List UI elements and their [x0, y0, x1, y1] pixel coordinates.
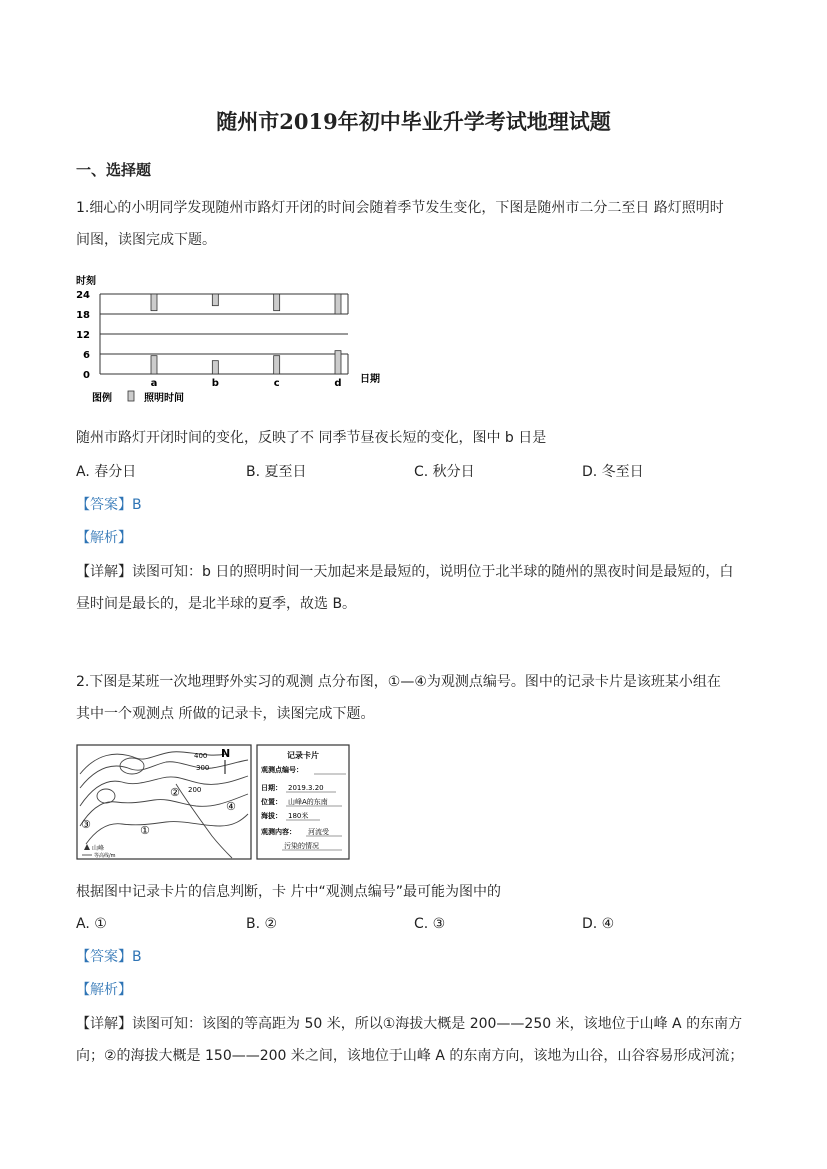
card-altitude-value: 180米 — [288, 812, 309, 820]
card-date-label: 日期： — [261, 784, 282, 792]
q1-option-d[interactable]: D. 冬至日 — [582, 464, 644, 480]
y-tick-12: 12 — [76, 330, 90, 341]
card-position-label: 位置： — [261, 798, 282, 806]
q2-option-a[interactable]: A. ① — [76, 916, 107, 932]
lighting-chart — [76, 270, 396, 414]
bar-evening-a — [151, 294, 157, 311]
q2-detail-line1: 【详解】读图可知：该图的等高距为 50 米，所以①海拔大概是 200——250 米，该地位于山峰 A 的东南方 — [76, 1016, 743, 1032]
legend-contour: 等高线/m — [94, 853, 116, 859]
q1-detail-line1: 【详解】读图可知：b 日的照明时间一天加起来是最短的，说明位于北半球的随州的黑夜时间是最短的，白 — [76, 564, 734, 580]
q2-option-b[interactable]: B. ② — [246, 916, 278, 932]
x-axis-label: 日期 — [360, 374, 380, 385]
q1-analysis: 【解析】 — [76, 530, 132, 546]
card-content-value2: 污染的情况 — [284, 842, 319, 850]
legend-peak: 山峰 — [92, 845, 105, 852]
y-tick-18: 18 — [76, 310, 90, 321]
x-tick-a: a — [150, 378, 158, 389]
q1-stem-line2: 间图，读图完成下题。 — [76, 232, 216, 248]
q1-stem-line1: 1.细心的小明同学发现随州市路灯开闭的时间会随着季节发生变化，下图是随州市二分二至日 路灯照明时 — [76, 200, 724, 216]
x-tick-b: b — [211, 378, 219, 389]
y-tick-0: 0 — [83, 370, 90, 381]
x-tick-d: d — [334, 378, 342, 389]
card-content-label: 观测内容： — [261, 828, 296, 836]
q2-detail-line2: 向；②的海拔大概是 150——200 米之间，该地位于山峰 A 的东南方向，该地为山谷，山谷容易形成河流； — [76, 1048, 744, 1064]
contour-label-300: 300 — [196, 764, 210, 772]
card-content-value1: 河流受 — [308, 828, 329, 836]
bar-evening-c — [274, 294, 280, 311]
point-2: ② — [170, 786, 180, 799]
bar-morning-b — [212, 361, 218, 374]
q2-option-c[interactable]: C. ③ — [414, 916, 446, 932]
q2-answer: 【答案】B — [76, 949, 142, 965]
y-tick-24: 24 — [76, 290, 90, 301]
card-date-value: 2019.3.20 — [288, 784, 324, 792]
q2-sub-question: 根据图中记录卡片的信息判断，卡 片中“观测点编号”最可能为图中的 — [76, 884, 501, 900]
card-title: 记录卡片 — [287, 751, 319, 760]
q1-detail-line2: 昼时间是最长的，是北半球的夏季，故选 B。 — [76, 596, 357, 612]
legend-title: 图例 — [92, 393, 112, 404]
q1-option-a[interactable]: A. 春分日 — [76, 464, 137, 480]
legend-item: 照明时间 — [144, 393, 184, 404]
bar-evening-d — [335, 294, 341, 314]
y-tick-6: 6 — [83, 350, 90, 361]
q1-option-b[interactable]: B. 夏至日 — [246, 464, 307, 480]
bar-morning-c — [274, 356, 280, 374]
x-tick-c: c — [273, 378, 280, 389]
q2-stem-line2: 其中一个观测点 所做的记录卡，读图完成下题。 — [76, 706, 375, 722]
card-position-value: 山峰A的东南 — [288, 798, 328, 806]
y-axis-label: 时刻 — [76, 276, 96, 287]
bar-morning-d — [335, 351, 341, 374]
page-title: 随州市2019年初中毕业升学考试地理试题 — [216, 109, 611, 134]
legend-swatch — [128, 391, 134, 401]
record-card — [256, 744, 350, 864]
contour-label-200: 200 — [188, 786, 202, 794]
q1-option-c[interactable]: C. 秋分日 — [414, 464, 475, 480]
north-arrow-label: N — [221, 747, 231, 760]
q2-option-d[interactable]: D. ④ — [582, 916, 615, 932]
section-heading: 一、选择题 — [76, 161, 152, 179]
card-altitude-label: 海拔： — [261, 812, 282, 820]
bar-evening-b — [212, 294, 218, 306]
q2-analysis: 【解析】 — [76, 982, 132, 998]
card-number-label: 观测点编号： — [261, 766, 303, 774]
bar-morning-a — [151, 356, 157, 374]
q1-sub-question: 随州市路灯开闭时间的变化，反映了不 同季节昼夜长短的变化，图中 b 日是 — [76, 430, 547, 446]
point-1: ① — [140, 824, 150, 837]
q1-answer: 【答案】B — [76, 497, 142, 513]
point-3: ③ — [81, 818, 91, 831]
contour-label-400: 400 — [194, 752, 208, 760]
q2-stem-line1: 2.下图是某班一次地理野外实习的观测 点分布图，①—④为观测点编号。图中的记录卡片是该班某小组在 — [76, 674, 721, 690]
contour-map — [76, 744, 252, 864]
point-4: ④ — [226, 800, 236, 813]
